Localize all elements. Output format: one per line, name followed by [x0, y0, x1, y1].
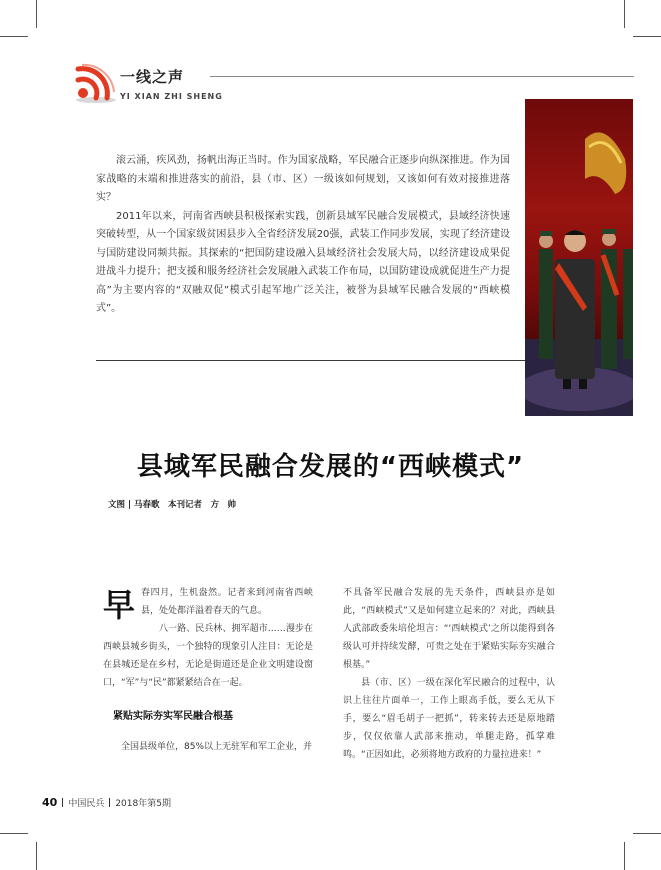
header-divider: [210, 76, 634, 77]
crop-mark: [633, 36, 661, 37]
intro-text: [96, 152, 510, 319]
article-byline: 文图 | 马春歌 本刊记者 方 帅: [108, 500, 237, 510]
intro-paragraph: 滚云涌，疾风劲，扬帆出海正当时。作为国家战略，军民融合正逐步向纵深推进。作为国家战略的末端和推进落实的前沿，县（市、区）一级该如何规划，又该如何有效对接推进落实？: [96, 155, 510, 203]
page-footer: [42, 796, 171, 809]
crop-mark: [624, 0, 625, 28]
crop-mark: [36, 0, 37, 28]
crop-mark: [0, 833, 28, 834]
page-number: 40: [42, 796, 58, 809]
footer-divider: [109, 798, 110, 807]
intro-paragraph: 2011年以来，河南省西峡县积极探索实践，创新县域军民融合发展模式，县域经济快速突破转型，从一个国家级贫困县步入全省经济发展20强，武装工作同步发展，实现了经济建设与国防建设同频共振。其探索的“把国防建设融入县域经济社会发展大局，以经济建设成果促进战斗力提升；把支援和服务经济社会发展融入武装工作布局，以国防建设成就促进生产力提高”为主要内容的“双融双促”模式引起军地广泛关注，被誉为县域军民融合发展的“西峡模式”。: [96, 210, 510, 314]
crop-mark: [36, 842, 37, 870]
crop-mark: [624, 842, 625, 870]
body-column-left: [103, 584, 313, 756]
section-title: 一线之声: [120, 68, 185, 86]
magazine-name: 中国民兵: [68, 799, 105, 809]
article-title: 县域军民融合发展的“西峡模式”: [136, 452, 525, 482]
section-subheading: 紧贴实际夯实军民融合根基: [113, 711, 233, 722]
drop-cap: 早: [103, 586, 136, 624]
crop-mark: [0, 36, 28, 37]
body-paragraph: 全国县级单位，85%以上无驻军和军工企业，并: [121, 742, 313, 752]
body-paragraph: 春四月，生机盎然。记者来到河南省西峡县，处处都洋溢着春天的气息。: [141, 588, 313, 616]
intro-divider: [96, 360, 526, 361]
body-paragraph: 县（市、区）一级在深化军民融合的过程中，认识上往往片面单一，工作上眼高手低，要么无从下手，要么“眉毛胡子一把抓”，转来转去还是原地踏步，仅仅依靠人武部来推动，单腿走路，孤掌难鸣。“正因如此，必须将地方政府的力量拉进来！”: [343, 678, 555, 760]
body-paragraph: 八一路、民兵林、拥军超市……漫步在西峡县城乡街头，一个独特的现象引人注目：无论是在县城还是在乡村，无论是街道还是企业文明建设窗口，“军”与“民”都紧紧结合在一起。: [103, 624, 313, 688]
crop-mark: [633, 833, 661, 834]
body-paragraph: 不具备军民融合发展的先天条件，西峡县亦是如此，“西峡模式”又是如何建立起来的？对此，西峡县人武部政委朱培伦坦言：“‘西峡模式’之所以能得到各级认可并持续发酵，可贵之处在于紧贴实际夯实融合根基。”: [343, 588, 555, 670]
body-column-right: [343, 584, 555, 764]
broadcast-signal-icon: [74, 62, 120, 104]
footer-divider: [62, 798, 63, 807]
article-photo: [525, 99, 633, 416]
issue-label: 2018年第5期: [115, 799, 171, 809]
section-pinyin: YI XIAN ZHI SHENG: [120, 92, 223, 101]
